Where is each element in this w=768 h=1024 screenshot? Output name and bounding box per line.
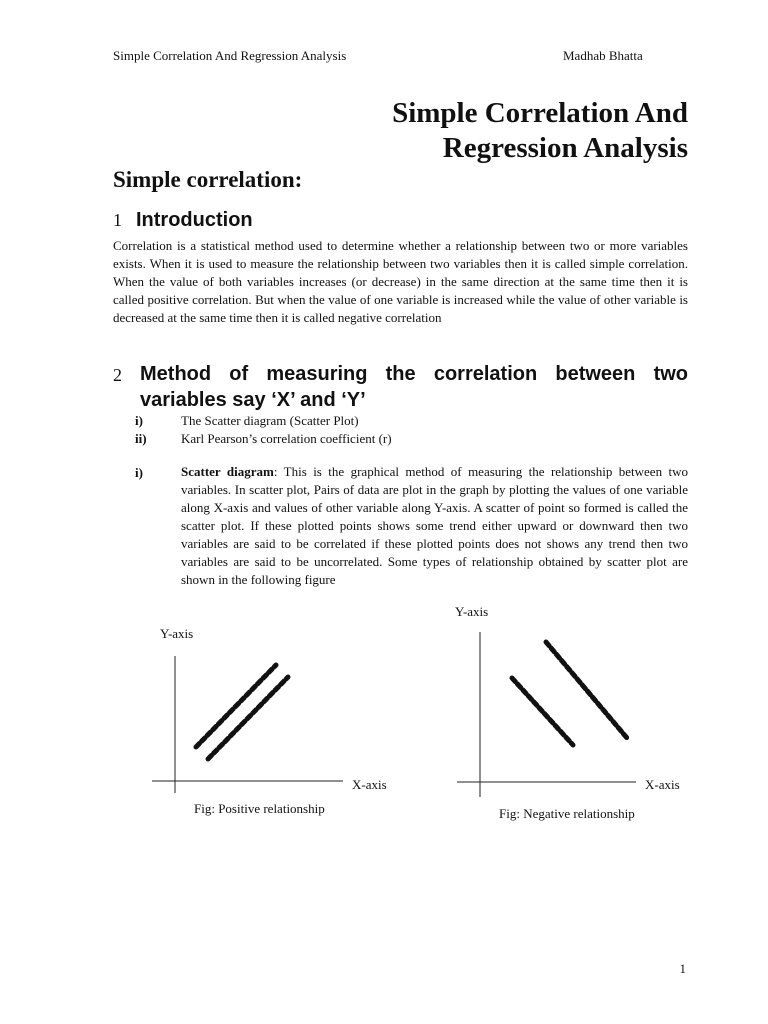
list-marker: i) bbox=[135, 413, 143, 428]
running-header-author: Madhab Bhatta bbox=[563, 48, 643, 63]
list-marker: i) bbox=[135, 465, 143, 480]
section-1-number: 1 bbox=[113, 210, 122, 230]
fig2-point-band-left bbox=[512, 678, 573, 745]
fig2-y-axis-label: Y-axis bbox=[455, 604, 489, 619]
fig2-x-axis-label: X-axis bbox=[645, 777, 680, 792]
section-1-body: Correlation is a statistical method used to determine whether a relationship between two or more variables exists. When it is used to measure the relationship between two variables then it is called simple correlation. When the value of both variables increases (or decrease) in the same direction at the same time then it is called positive correlation. But when the value of one variable is increased while the value of other variable is decreased at the same time then it is called negative correlation bbox=[113, 238, 688, 325]
fig1-caption: Fig: Positive relationship bbox=[194, 801, 325, 816]
page-number: 1 bbox=[679, 961, 686, 976]
running-header-title: Simple Correlation And Regression Analysis bbox=[113, 48, 347, 63]
page-title-line2: Regression Analysis bbox=[442, 132, 688, 164]
scatter-term: Scatter diagram bbox=[181, 464, 274, 479]
scatter-body: : This is the graphical method of measuring the relationship between two variables. In scatter plot, Pairs of data are plot in the graph by plotting the values of one variable along X-axis and values of other variable along Y-axis. A scatter of point so formed is called the scatter plot. If these plotted points shows some trend either upward or downward then two variables are said to be correlated if these plotted points does not shows any trend then two variables are said to be uncorrelated. Some types of relationship obtained by scatter plot are shown in the following figure bbox=[181, 464, 689, 587]
list-marker: ii) bbox=[135, 431, 147, 446]
page-title-line1: Simple Correlation And bbox=[392, 97, 688, 129]
fig1-x-axis-label: X-axis bbox=[352, 777, 387, 792]
main-heading: Simple correlation: bbox=[113, 167, 303, 192]
list-item-text: The Scatter diagram (Scatter Plot) bbox=[181, 413, 359, 428]
section-2-title-line1: Method of measuring the correlation between two bbox=[140, 363, 688, 385]
section-2-number: 2 bbox=[113, 365, 122, 385]
fig1-y-axis-label: Y-axis bbox=[160, 626, 194, 641]
section-2-title-line2: variables say ‘X’ and ‘Y’ bbox=[140, 389, 366, 411]
fig2-caption: Fig: Negative relationship bbox=[499, 806, 635, 821]
fig2-point-band-right bbox=[546, 642, 627, 738]
section-1-title: Introduction bbox=[136, 209, 253, 231]
list-item-text: Karl Pearson’s correlation coefficient (r) bbox=[181, 431, 392, 446]
